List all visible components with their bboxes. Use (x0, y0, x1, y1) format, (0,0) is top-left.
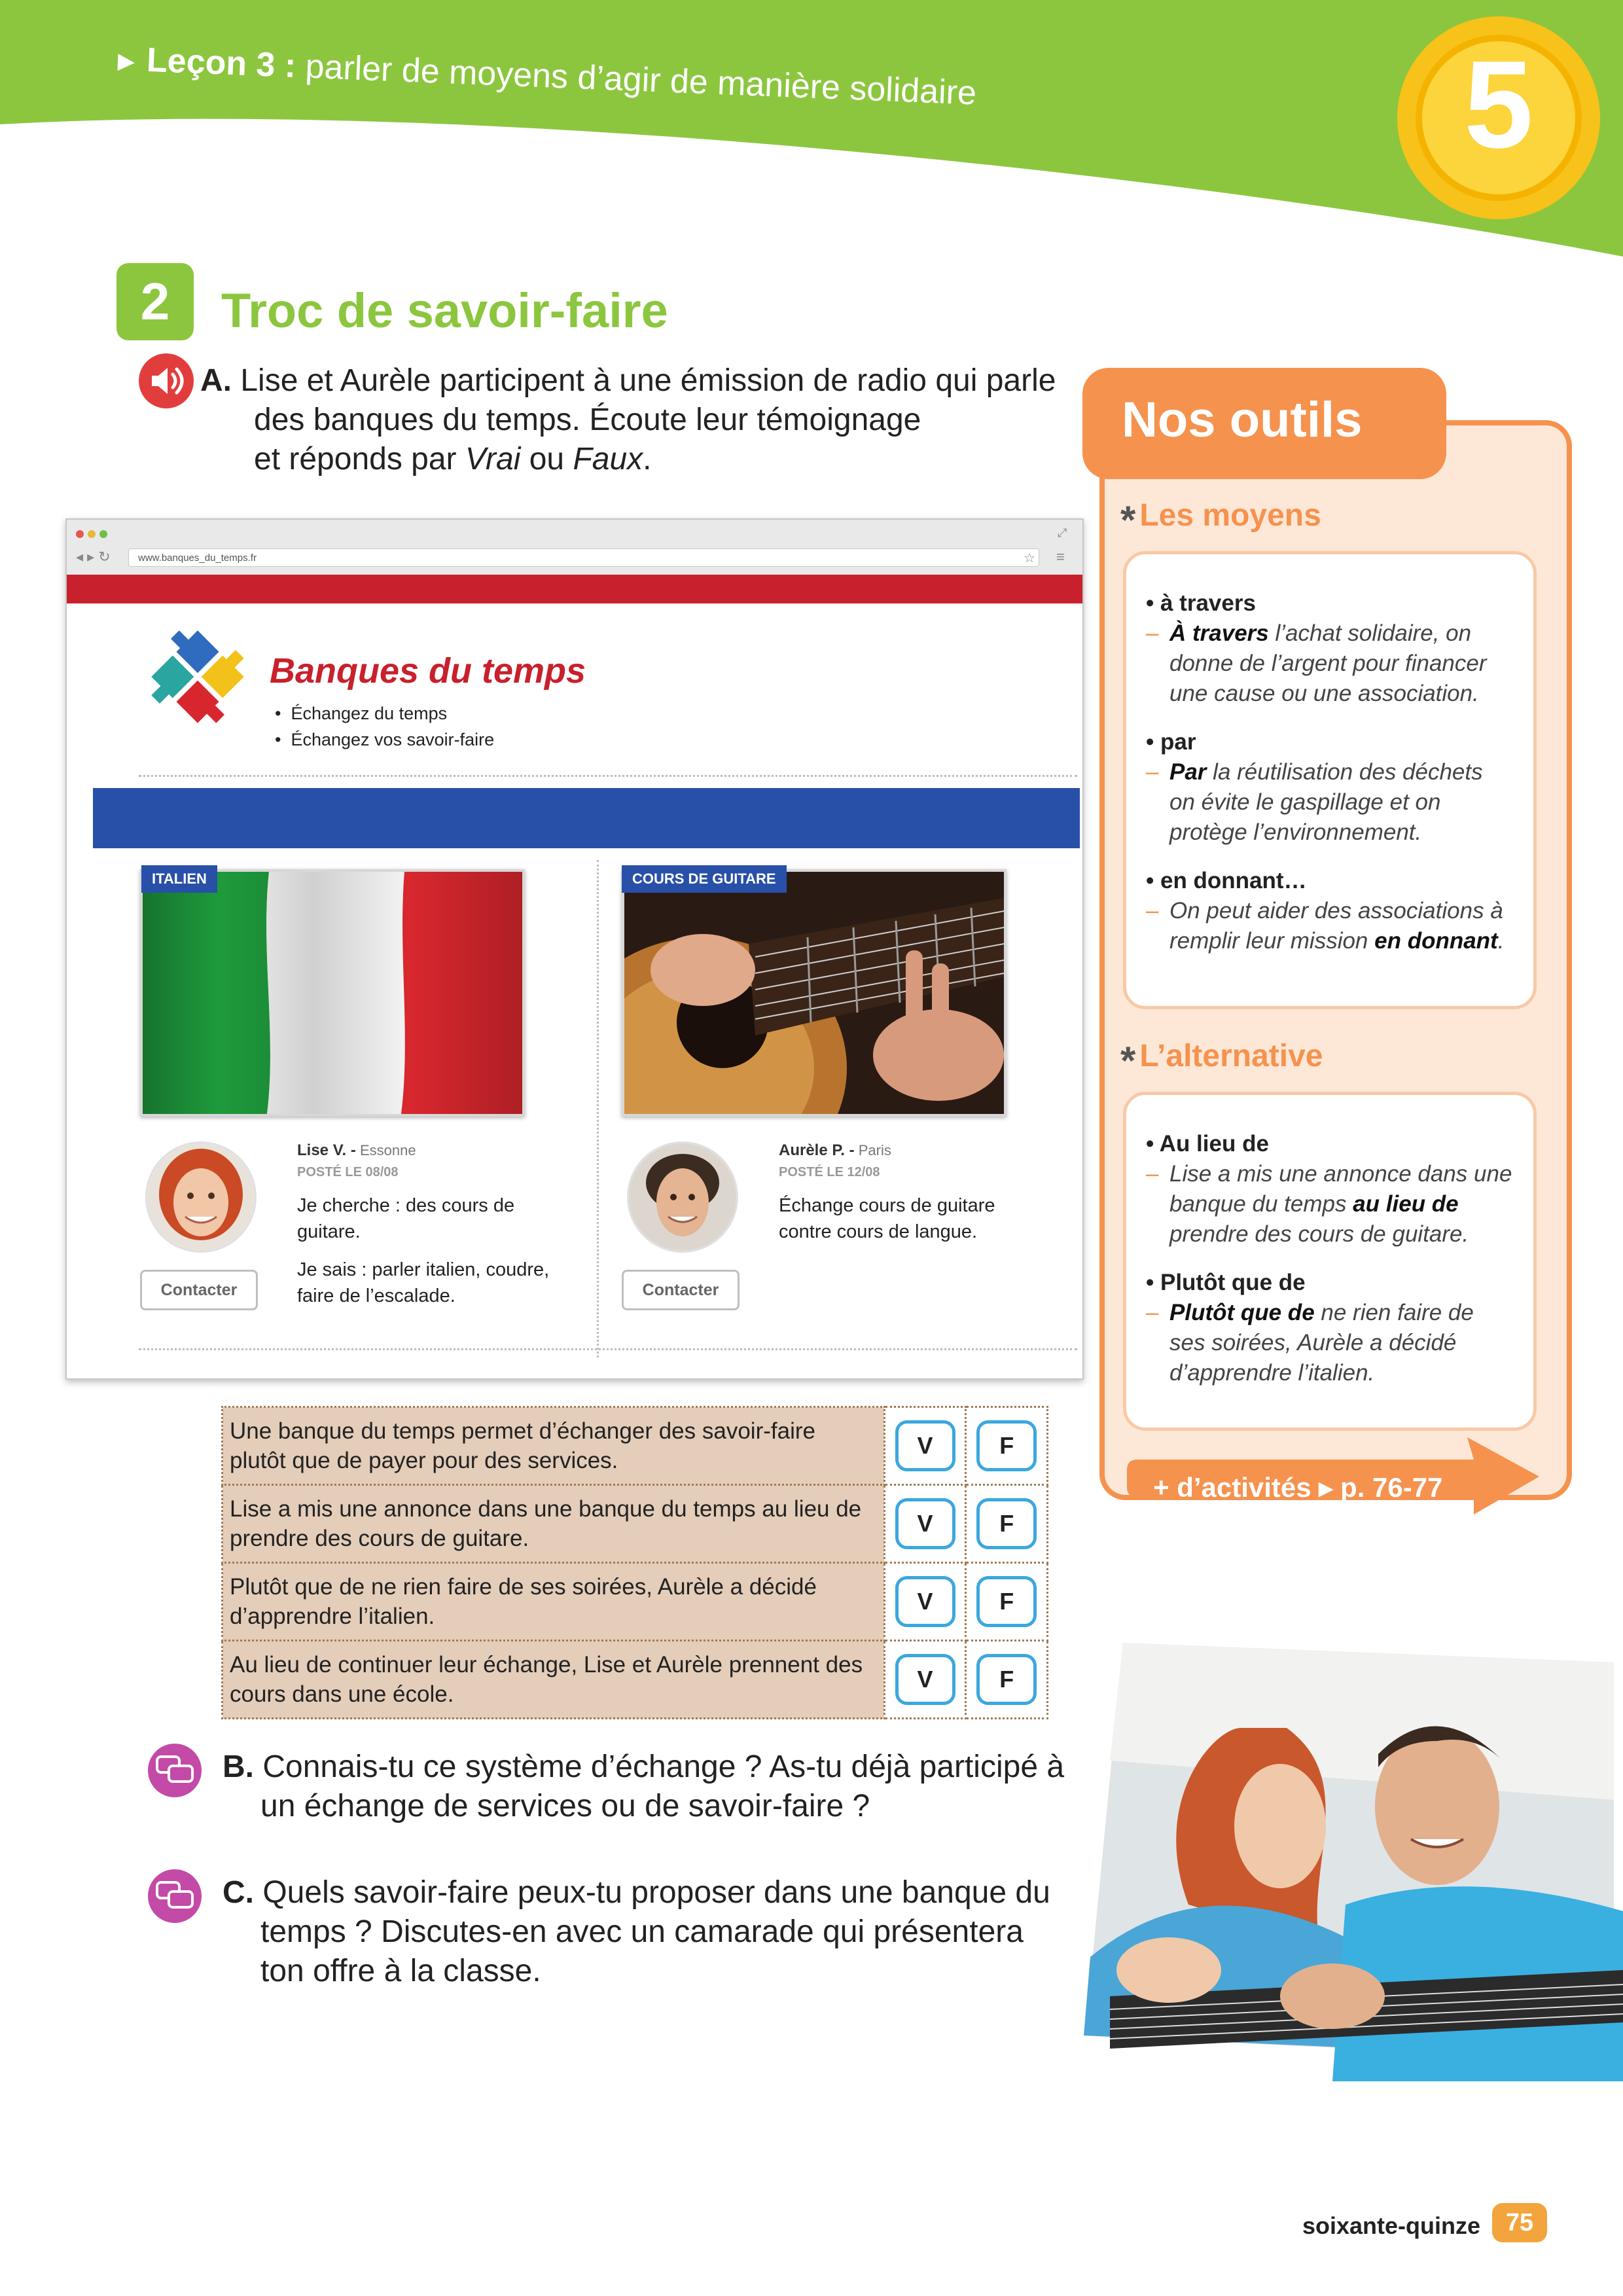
italy-flag-image (140, 869, 525, 1117)
contact-button-lise[interactable]: Contacter (140, 1270, 258, 1310)
site-bullets: • Échangez du temps • Échangez vos savoir-faire (275, 704, 495, 749)
table-row (223, 1485, 1048, 1563)
false-button[interactable]: F (976, 1654, 1037, 1705)
question-b: B. Connais-tu ce système d’échange ? As-tu déjà participé à un échange de services ou de savoir-faire ? (223, 1749, 1065, 1823)
false-button[interactable]: F (976, 1498, 1037, 1549)
page-number: 75 (1492, 2203, 1547, 2242)
lesson-text: parler de moyens d’agir de manière solidaire (304, 47, 978, 113)
section-title: Troc de savoir-faire (221, 283, 668, 338)
divider (139, 775, 1077, 777)
site-logo (139, 618, 257, 736)
site-blue-stripe (93, 788, 1080, 848)
site-red-stripe (67, 575, 1082, 603)
chapter-number: 5 (1464, 35, 1533, 174)
contact-button-aurele[interactable]: Contacter (622, 1270, 740, 1310)
nav-arrows-icon[interactable]: ◂ ▸ ↻ (76, 548, 111, 565)
false-button[interactable]: F (976, 1420, 1037, 1471)
avatar-lise (145, 1141, 257, 1253)
true-button[interactable]: V (895, 1576, 955, 1627)
statement-2: Lise a mis une annonce dans une banque du temps au lieu de prendre des cours de guitare. (223, 1485, 885, 1563)
table-row (223, 1407, 1048, 1485)
browser-window (65, 518, 1084, 1380)
question-a-line3: et réponds par Vrai ou Faux. (254, 442, 652, 476)
section-number: 2 (116, 263, 194, 340)
true-button[interactable]: V (895, 1420, 955, 1471)
statement-3: Plutôt que de ne rien faire de ses soirées, Aurèle a décidé d’apprendre l’italien. (223, 1563, 885, 1641)
discussion-icon (148, 1744, 202, 1797)
lesson-label: Leçon 3 : (145, 41, 297, 85)
statement-1: Une banque du temps permet d’échanger des savoir-faire plutôt que de payer pour des services. (223, 1407, 885, 1485)
false-button[interactable]: F (976, 1576, 1037, 1627)
true-button[interactable]: V (895, 1654, 955, 1705)
guitar-students-photo (1071, 1630, 1623, 2081)
sidebar-title: Nos outils (1082, 368, 1446, 479)
card-text-lise-2: Je sais : parler italien, coudre, faire de l’escalade. (297, 1259, 550, 1306)
true-button[interactable]: V (895, 1498, 955, 1549)
question-a-line1: Lise et Aurèle participent à une émission de radio qui parle (240, 363, 1056, 398)
close-dot-icon[interactable] (76, 530, 84, 538)
page-number-text: soixante-quinze (1302, 2212, 1481, 2239)
divider-vertical (597, 860, 599, 1357)
question-a-line2: des banques du temps. Écoute leur témoignage (254, 403, 921, 437)
avatar-aurele (627, 1141, 738, 1253)
asterisk-icon: * (1120, 498, 1136, 542)
person-name-aurele: Aurèle P. - Paris (779, 1141, 891, 1159)
card-tag: ITALIEN (141, 865, 217, 893)
statement-4: Au lieu de continuer leur échange, Lise et Aurèle prennent des cours dans une école. (223, 1641, 885, 1719)
question-a (200, 361, 1077, 479)
expand-icon[interactable]: ⤢ (1058, 526, 1067, 539)
card-text-lise-1: Je cherche : des cours de guitare. (297, 1195, 515, 1242)
asterisk-icon: * (1120, 1039, 1136, 1083)
moyens-heading: * Les moyens (1120, 498, 1321, 542)
more-activities-link[interactable]: + d’activités ▸ p. 76-77 (1153, 1472, 1443, 1503)
card-text-aurele-1: Échange cours de guitare contre cours de langue. (779, 1195, 995, 1242)
address-bar[interactable]: www.banques_du_temps.fr (128, 548, 1039, 567)
divider (139, 1348, 1077, 1350)
star-icon[interactable]: ☆ (1024, 551, 1035, 565)
alternative-box: • Au lieu de – Lise a mis une annonce dans une banque du temps au lieu de prendre des cours de guitare. • Plutôt que de – Plutôt que de ne rien faire de ses soirées, Aurèle a décidé d’apprendre l’italien. (1123, 1092, 1537, 1431)
discussion-icon (148, 1869, 202, 1923)
menu-icon[interactable]: ≡ (1056, 548, 1065, 565)
site-title: Banques du temps (270, 651, 586, 691)
speaker-icon[interactable] (139, 353, 194, 408)
posted-date-lise: POSTÉ LE 08/08 (297, 1165, 399, 1179)
triangle-right-icon: ▶ (117, 48, 135, 75)
alternative-heading: * L’alternative (1120, 1039, 1323, 1083)
maximize-dot-icon[interactable] (99, 530, 107, 538)
posted-date-aurele: POSTÉ LE 12/08 (779, 1165, 880, 1179)
person-name-lise: Lise V. - Essonne (297, 1141, 416, 1159)
minimize-dot-icon[interactable] (88, 530, 96, 538)
question-c: C. Quels savoir-faire peux-tu proposer dans une banque du temps ? Discutes-en avec un camarade qui présentera ton offre à la classe. (223, 1875, 1050, 1988)
chapter-badge (1397, 16, 1600, 219)
moyens-box: • à travers – À travers l’achat solidaire, on donne de l’argent pour financer une cause ou une association. • par – Par la réutilisation des déchets on évite le gaspillage et on protège l’environnement. • en donnant… – On peut aider des associations à remplir leur mission en donnant. (1123, 551, 1537, 1009)
header-banner (0, 0, 1623, 262)
card-tag: COURS DE GUITARE (622, 865, 787, 893)
table-row (223, 1563, 1048, 1641)
question-a-label: A. (200, 363, 232, 398)
guitar-image (622, 869, 1007, 1117)
true-false-table (221, 1406, 1048, 1719)
table-row (223, 1641, 1048, 1719)
